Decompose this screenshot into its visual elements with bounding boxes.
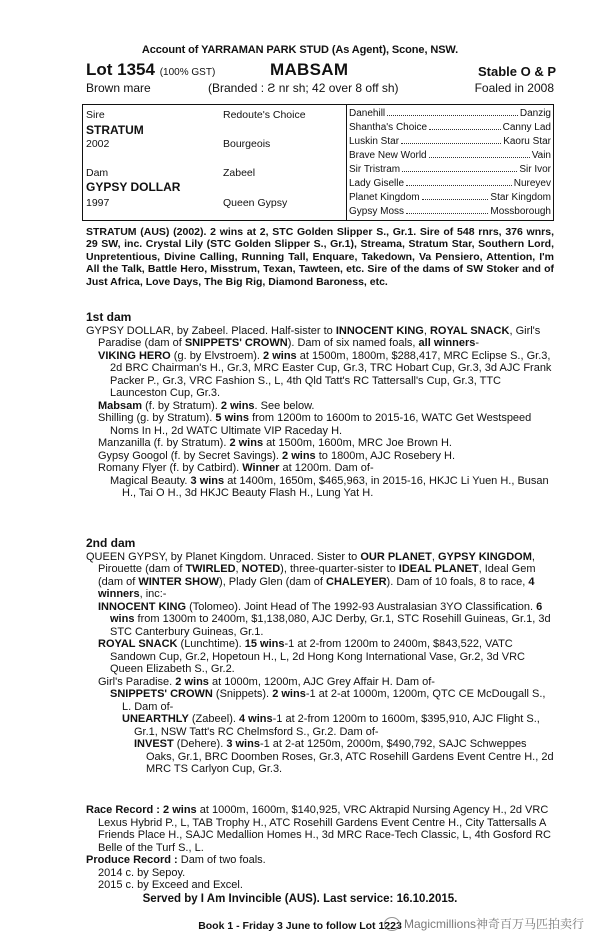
ggp-right: Danzig — [519, 108, 551, 119]
ggp-row — [349, 164, 551, 175]
foaled-year: Foaled in 2008 — [474, 81, 554, 95]
pedigree-divider — [346, 105, 347, 220]
page-footer: Book 1 - Friday 3 June to follow Lot 1223 — [198, 920, 402, 932]
vendor-line: Account of YARRAMAN PARK STUD (As Agent), Scone, NSW. — [141, 44, 459, 56]
ggp-row — [349, 206, 551, 217]
ggp-right: Mossborough — [490, 206, 551, 217]
progeny-entry: Mabsam (f. by Stratum). 2 wins. See below. — [98, 399, 315, 412]
produce-foal: 2014 c. by Sepoy. — [98, 866, 186, 879]
ggp-row — [349, 150, 551, 161]
race-record: Race Record : 2 wins at 1000m, 1600m, $140,925, VRC Aktrapid Nursing Agency H., 2d VRC Lexus Hybrid P., L, TAB Trophy H., ATC Rosehill Gardens Event Centre H., City Tattersalls A Friends Place H., SAJC Medallion Homes H., 3d MRC Race-Tech Classic, L, 4th Gosford RC Belle of the Turf S., L. — [86, 804, 551, 854]
first-dam-heading: 1st dam — [86, 310, 132, 324]
ggp-left: Shantha's Choice — [349, 122, 428, 133]
sire-blurb: STRATUM (AUS) (2002). 2 wins at 2, STC Golden Slipper S., Gr.1. Sire of 548 rnrs, 376 wnrs, 29 SW, inc. Crystal Lily (STC Golden Slipper S., Gr.1), Streama, Stratum Star, Southern Lord, Unpretentious, Divine Calling, Running Tall, Enquare, Takedown, Va Pensiero, Attention, I'm All the Talk, Battle Hero, Misstrum, Texan, Tawteen, etc. Sire of the dams of SW Stoker and of Just Africa, Love Days, The Big Rig, Diamond Baroness, etc. — [86, 226, 554, 288]
first-dam-section — [86, 311, 556, 500]
second-dam-heading: 2nd dam — [86, 536, 136, 550]
ggp-left: Sir Tristram — [349, 164, 401, 175]
sex-colour: Brown mare — [86, 81, 151, 95]
watermark — [384, 915, 584, 932]
ggp-row — [349, 122, 551, 133]
ggp-left: Gypsy Moss — [349, 206, 405, 217]
sire-name: STRATUM — [86, 123, 144, 137]
served-by: Served by I Am Invincible (AUS). Last service: 16.10.2015. — [142, 893, 458, 905]
progeny-entry: VIKING HERO (g. by Elvstroem). 2 wins at 1500m, 1800m, $288,417, MRC Eclipse S., Gr.3, 2d BRC Chairman's H., Gr.3, MRC Easter Cup, Gr.3, TRC Hobart Cup, Gr.3, 3d AJC Frank Packer P., Gr.3, VRC Fashion S., L, 4th Qld Tatt's RC Tattersall's Cup, Gr.3, TTC Launceston Cup, Gr.3. — [98, 349, 552, 399]
dam-sire: Zabeel — [223, 167, 256, 179]
progeny-entry: SNIPPETS' CROWN (Snippets). 2 wins-1 at 2-at 1000m, 1200m, QTC CE McDougall S., L. Dam of- — [110, 688, 546, 713]
dam-dam: Queen Gypsy — [223, 197, 288, 209]
sire-year: 2002 — [86, 138, 110, 150]
progeny-entry: Romany Flyer (f. by Catbird). Winner at 1200m. Dam of- — [98, 462, 374, 474]
ggp-left: Danehill — [349, 108, 386, 119]
sire-sire: Redoute's Choice — [223, 109, 306, 121]
pedigree-table — [82, 104, 554, 221]
progeny-entry: INNOCENT KING (Tolomeo). Joint Head of The 1992-93 Australasian 3YO Classification. 6 wins from 1300m to 2400m, $1,138,080, AJC Derby, Gr.1, STC Rosehill Guineas, Gr.1, 3d STC Canterbury Guineas, Gr.1. — [98, 600, 551, 638]
ggp-right: Kaoru Star — [503, 136, 551, 147]
first-dam-intro: GYPSY DOLLAR, by Zabeel. Placed. Half-sister to INNOCENT KING, ROYAL SNACK, Girl's Paradise (dam of SNIPPETS' CROWN). Dam of six named foals, all winners- — [86, 324, 541, 349]
sire-label: Sire — [86, 109, 105, 121]
progeny-entry: Magical Beauty. 3 wins at 1400m, 1650m, $465,963, in 2015-16, HKJC Li Yuen H., Busan H., Tai O H., 3d HKJC Beauty Flash H., Lung Yat H. — [110, 474, 549, 499]
ggp-row — [349, 108, 551, 119]
sire-dam: Bourgeois — [223, 138, 271, 150]
lot-number — [86, 60, 215, 80]
ggp-right: Nureyev — [513, 178, 551, 189]
ggp-right: Canny Lad — [502, 122, 551, 133]
progeny-entry: UNEARTHLY (Zabeel). 4 wins-1 at 2-from 1200m to 1600m, $395,910, AJC Flight S., Gr.1, NSW Tatt's RC Chelmsford S., Gr.2. Dam of- — [122, 713, 540, 738]
stable-label: Stable O & P — [477, 64, 556, 79]
progeny-entry: INVEST (Dehere). 3 wins-1 at 2-at 1250m, 2000m, $490,792, SAJC Schweppes Oaks, Gr.1, BRC Doomben Roses, Gr.3, ATC Rosehill Gardens Event Centre H., 2d MRC TS Carlyon Cup, Gr.3. — [134, 738, 554, 775]
ggp-left: Luskin Star — [349, 136, 400, 147]
horse-name: MABSAM — [270, 60, 349, 79]
ggp-row — [349, 178, 551, 189]
watermark-text: Magicmillions神奇百万马匹拍卖行 — [403, 917, 584, 931]
ggp-right: Star Kingdom — [490, 192, 551, 203]
ggp-row — [349, 192, 551, 203]
ggp-right: Sir Ivor — [519, 164, 551, 175]
ggp-left: Brave New World — [349, 150, 427, 161]
produce-foal: 2015 c. by Exceed and Excel. — [98, 879, 243, 891]
dam-name: GYPSY DOLLAR — [86, 180, 181, 194]
dam-year: 1997 — [86, 197, 110, 209]
progeny-entry: Shilling (g. by Stratum). 5 wins from 1200m to 1600m to 2015-16, WATC Get Westspeed Noms In H., 2d WATC Ultimate VIP Raceday H. — [98, 412, 532, 437]
lot-label: Lot 1354 — [86, 60, 155, 79]
records-section — [86, 804, 556, 892]
progeny-entry: Girl's Paradise. 2 wins at 1000m, 1200m, AJC Grey Affair H. Dam of- — [98, 675, 435, 688]
dam-label: Dam — [86, 167, 109, 179]
progeny-entry: ROYAL SNACK (Lunchtime). 15 wins-1 at 2-from 1200m to 2400m, $843,522, VATC Sandown Cup, Gr.2, Hopetoun H., L, 2d Hong Kong International Vase, Gr.2, 3d VRC Queen Elizabeth S., Gr.2. — [98, 638, 525, 675]
progeny-entry: Manzanilla (f. by Stratum). 2 wins at 1500m, 1600m, MRC Joe Brown H. — [98, 437, 452, 449]
second-dam-intro: QUEEN GYPSY, by Planet Kingdom. Unraced. Sister to OUR PLANET, GYPSY KINGDOM, Pirouette (dam of TWIRLED, NOTED), three-quarter-sister to IDEAL PLANET, Ideal Gem (dam of WINTER SHOW), Plady Glen (dam of CHALEYER). Dam of 10 foals, 8 to race, 4 winners, inc:- — [86, 550, 536, 600]
wechat-logo-icon — [384, 917, 400, 931]
produce-record: Produce Record : Dam of two foals. — [86, 854, 266, 866]
progeny-entry: Gypsy Googol (f. by Secret Savings). 2 wins to 1800m, AJC Rosebery H. — [98, 449, 456, 462]
ggp-left: Planet Kingdom — [349, 192, 420, 203]
ggp-right: Vain — [531, 150, 551, 161]
second-dam-section — [86, 537, 556, 776]
brand-info: (Branded : Ƨ nr sh; 42 over 8 off sh) — [208, 81, 399, 95]
ggp-row — [349, 136, 551, 147]
gst-note: (100% GST) — [159, 67, 216, 78]
ggp-left: Lady Giselle — [349, 178, 405, 189]
